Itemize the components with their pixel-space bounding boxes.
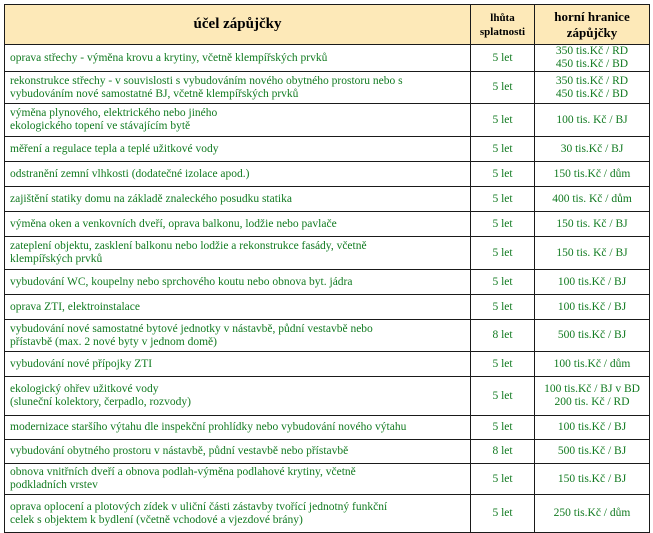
table-row — [5, 137, 650, 162]
term-cell: 5 let — [471, 104, 535, 137]
max-amount-cell — [535, 295, 650, 320]
max-amount-cell — [535, 464, 650, 495]
table-row — [5, 464, 650, 495]
max-amount-cell-line: 350 tis.Kč / RD — [555, 74, 629, 87]
purpose-cell — [5, 104, 471, 137]
purpose-cell-line: zajištění statiky domu na základě znaleckého posudku statika — [10, 192, 292, 205]
purpose-cell-line: vybudováním nové samostatné BJ, včetně klempířských prvků — [10, 87, 299, 100]
purpose-cell-line: modernizace staršího výtahu dle inspekční prohlídky nebo vybudování nového výtahu — [10, 421, 407, 433]
purpose-cell-line: oprava oplocení a plotových zídek v uliční části zástavby tvořící jednotný funkční — [10, 500, 388, 513]
purpose-cell — [5, 45, 471, 72]
purpose-cell — [5, 212, 471, 237]
purpose-cell — [5, 320, 471, 352]
table-row — [5, 45, 650, 72]
term-cell: 5 let — [471, 137, 535, 162]
purpose-cell-line: oprava ZTI, elektroinstalace — [10, 300, 140, 313]
purpose-cell-line: zateplení objektu, zasklení balkonu nebo lodžie a rekonstrukce fasády, včetně — [10, 240, 367, 252]
max-amount-cell-line: 400 tis. Kč / dům — [552, 192, 632, 205]
header-term-line: splatnosti — [479, 25, 526, 38]
purpose-cell-line: vybudování nové přípojky ZTI — [10, 357, 153, 370]
table-row — [5, 72, 650, 104]
purpose-cell-line: obnova vnitřních dveří a obnova podlah-výměna podlahové krytiny, včetně — [10, 466, 356, 478]
purpose-cell — [5, 270, 471, 295]
purpose-cell — [5, 72, 471, 104]
table-row — [5, 187, 650, 212]
max-amount-cell-line: 450 tis.Kč / BD — [555, 58, 629, 70]
term-cell: 5 let — [471, 162, 535, 187]
table-header-row — [5, 5, 650, 45]
purpose-cell-line: měření a regulace tepla a teplé užitkové vody — [10, 142, 219, 155]
max-amount-cell — [535, 377, 650, 416]
purpose-cell-line: výměna oken a venkovních dveří, oprava balkonu, lodžie nebo pavlače — [10, 217, 337, 230]
max-amount-cell-line: 450 tis.Kč / BD — [555, 87, 629, 100]
max-amount-cell — [535, 187, 650, 212]
term-cell: 5 let — [471, 295, 535, 320]
max-amount-cell-line: 500 tis.Kč / BJ — [557, 445, 627, 457]
max-amount-cell — [535, 320, 650, 352]
purpose-cell-line: vybudování obytného prostoru v nástavbě, půdní vestavbě nebo přístavbě — [10, 445, 349, 457]
purpose-cell-line: (sluneční kolektory, čerpadlo, rozvody) — [10, 396, 191, 408]
term-cell: 5 let — [471, 212, 535, 237]
max-amount-cell — [535, 162, 650, 187]
table-row — [5, 270, 650, 295]
table-row — [5, 212, 650, 237]
purpose-cell-line: ekologický ohřev užitkové vody — [10, 383, 159, 395]
header-term — [471, 5, 535, 45]
max-amount-cell — [535, 45, 650, 72]
max-amount-cell-line: 250 tis.Kč / dům — [553, 507, 631, 519]
max-amount-cell-line: 100 tis.Kč / BJ — [557, 275, 627, 288]
term-cell: 5 let — [471, 237, 535, 270]
purpose-cell — [5, 187, 471, 212]
max-amount-cell — [535, 352, 650, 377]
max-amount-cell-line: 150 tis. Kč / BJ — [556, 246, 628, 259]
term-cell: 8 let — [471, 440, 535, 464]
header-max-amount — [535, 5, 650, 45]
term-cell: 5 let — [471, 72, 535, 104]
purpose-cell — [5, 295, 471, 320]
purpose-cell — [5, 416, 471, 440]
purpose-cell — [5, 162, 471, 187]
table-row — [5, 352, 650, 377]
header-term-line: lhůta — [490, 11, 515, 24]
table-row — [5, 377, 650, 416]
purpose-cell-line: podkladních vrstev — [10, 479, 98, 491]
term-cell: 5 let — [471, 495, 535, 533]
purpose-cell — [5, 377, 471, 416]
purpose-cell-line: ekologického topení ve stávajícím bytě — [10, 120, 191, 132]
header-max-line: zápůjčky — [566, 24, 618, 40]
max-amount-cell-line: 100 tis. Kč / BJ — [556, 113, 628, 126]
purpose-cell — [5, 137, 471, 162]
purpose-cell-line: vybudování nové samostatné bytové jednotky v nástavbě, půdní vestavbě nebo — [10, 322, 373, 335]
max-amount-cell — [535, 440, 650, 464]
table-row — [5, 295, 650, 320]
max-amount-cell-line: 30 tis.Kč / BJ — [560, 142, 624, 155]
term-cell: 5 let — [471, 416, 535, 440]
purpose-cell-line: odstranění zemní vlhkosti (dodatečné izolace apod.) — [10, 167, 250, 180]
term-cell: 5 let — [471, 352, 535, 377]
max-amount-cell-line: 150 tis.Kč / BJ — [557, 472, 627, 485]
header-purpose: účel zápůjčky — [5, 5, 471, 45]
max-amount-cell-line: 100 tis.Kč / BJ — [557, 421, 627, 433]
max-amount-cell-line: 500 tis.Kč / BJ — [557, 329, 627, 341]
term-cell: 5 let — [471, 45, 535, 72]
purpose-cell — [5, 352, 471, 377]
max-amount-cell — [535, 104, 650, 137]
max-amount-cell — [535, 137, 650, 162]
max-amount-cell — [535, 72, 650, 104]
max-amount-cell-line: 150 tis.Kč / dům — [553, 167, 631, 180]
term-cell: 5 let — [471, 464, 535, 495]
purpose-cell-line: výměna plynového, elektrického nebo jiného — [10, 107, 218, 119]
purpose-cell-line: celek s objektem k bydlení (včetně vchodové a vjezdové brány) — [10, 513, 303, 526]
table-row — [5, 440, 650, 464]
max-amount-cell — [535, 237, 650, 270]
purpose-cell-line: rekonstrukce střechy - v souvislosti s vybudováním nového obytného prostoru nebo s — [10, 74, 403, 87]
max-amount-cell-line: 150 tis. Kč / BJ — [556, 217, 628, 230]
table-row — [5, 104, 650, 137]
purpose-cell-line: oprava střechy - výměna krovu a krytiny, včetně klempířských prvků — [10, 51, 328, 64]
table-row — [5, 320, 650, 352]
table-row — [5, 162, 650, 187]
purpose-cell — [5, 237, 471, 270]
purpose-cell-line: klempířských prvků — [10, 253, 103, 265]
max-amount-cell — [535, 270, 650, 295]
table-body — [5, 45, 650, 533]
table-row — [5, 416, 650, 440]
max-amount-cell — [535, 416, 650, 440]
max-amount-cell-line: 200 tis. Kč / RD — [554, 396, 630, 408]
header-max-line: horní hranice — [554, 8, 630, 24]
max-amount-cell-line: 350 tis.Kč / RD — [555, 45, 629, 57]
loan-purpose-table — [4, 4, 650, 533]
term-cell: 5 let — [471, 187, 535, 212]
purpose-cell-line: přístavbě (max. 2 nové byty v jednom domě) — [10, 335, 217, 348]
term-cell: 8 let — [471, 320, 535, 352]
purpose-cell — [5, 440, 471, 464]
max-amount-cell-line: 100 tis.Kč / dům — [553, 357, 631, 370]
max-amount-cell — [535, 212, 650, 237]
purpose-cell — [5, 464, 471, 495]
max-amount-cell-line: 100 tis.Kč / BJ — [557, 300, 627, 313]
max-amount-cell-line: 100 tis.Kč / BJ v BD — [544, 383, 640, 395]
term-cell: 5 let — [471, 270, 535, 295]
table-row — [5, 237, 650, 270]
term-cell: 5 let — [471, 377, 535, 416]
purpose-cell-line: vybudování WC, koupelny nebo sprchového koutu nebo obnova byt. jádra — [10, 275, 353, 288]
